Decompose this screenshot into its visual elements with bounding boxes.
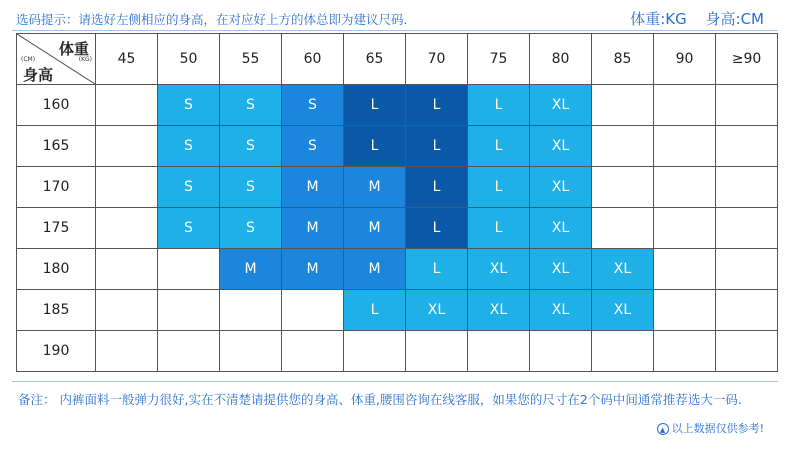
size-cell	[716, 249, 778, 290]
size-row	[17, 249, 778, 290]
size-row	[17, 126, 778, 167]
weight-header-cell: 55	[220, 34, 282, 85]
size-cell: XL	[530, 208, 592, 249]
size-cell	[96, 167, 158, 208]
size-cell	[716, 85, 778, 126]
size-cell: XL	[530, 290, 592, 331]
weight-header-cell: 80	[530, 34, 592, 85]
size-row	[17, 208, 778, 249]
size-row	[17, 331, 778, 372]
size-cell: M	[282, 167, 344, 208]
weight-header-cell: 85	[592, 34, 654, 85]
size-chart-table	[16, 33, 778, 372]
height-cell: 190	[17, 331, 96, 372]
size-cell	[344, 331, 406, 372]
size-cell: L	[406, 249, 468, 290]
size-cell	[592, 208, 654, 249]
size-cell: XL	[468, 290, 530, 331]
size-cell: L	[406, 85, 468, 126]
size-hint-text: 选码提示：请选好左侧相应的身高，在对应好上方的体总即为建议尺码.	[16, 12, 408, 27]
size-cell: M	[344, 208, 406, 249]
size-cell: XL	[406, 290, 468, 331]
size-cell	[654, 331, 716, 372]
weight-header-cell: ≥90	[716, 34, 778, 85]
unit-legend	[616, 8, 764, 29]
footer-divider	[12, 381, 778, 382]
size-cell	[654, 208, 716, 249]
size-cell	[654, 85, 716, 126]
size-cell: M	[344, 167, 406, 208]
footer-note: 备注： 内裤面料一般弹力很好,实在不清楚请提供您的身高、体重,腰围咨询在线客服，如果您的尺寸在2个码中间通常推荐选大一码.	[18, 392, 742, 407]
size-cell	[158, 249, 220, 290]
size-cell	[468, 331, 530, 372]
size-cell	[158, 290, 220, 331]
size-cell	[716, 290, 778, 331]
size-cell: XL	[592, 249, 654, 290]
size-cell: L	[468, 85, 530, 126]
size-cell	[592, 331, 654, 372]
size-cell	[716, 331, 778, 372]
size-cell: M	[282, 208, 344, 249]
size-cell: XL	[592, 290, 654, 331]
size-cell: L	[406, 126, 468, 167]
height-cell: 160	[17, 85, 96, 126]
size-cell: S	[282, 85, 344, 126]
size-cell: L	[344, 126, 406, 167]
size-cell: S	[158, 85, 220, 126]
size-cell: XL	[530, 167, 592, 208]
corner-weight-label: 体重	[58, 40, 89, 58]
size-cell	[96, 126, 158, 167]
size-cell: L	[344, 85, 406, 126]
size-cell	[654, 126, 716, 167]
height-unit-label: 身高:CM	[705, 10, 764, 28]
weight-header-cell: 65	[344, 34, 406, 85]
size-cell: S	[220, 208, 282, 249]
size-cell: S	[158, 208, 220, 249]
corner-height-label: 身高	[23, 66, 54, 84]
size-cell: M	[282, 249, 344, 290]
size-cell	[220, 331, 282, 372]
size-cell: S	[220, 85, 282, 126]
height-cell: 180	[17, 249, 96, 290]
size-cell: S	[158, 167, 220, 208]
size-cell	[96, 85, 158, 126]
size-row	[17, 167, 778, 208]
up-arrow-circle-icon: ▲	[657, 423, 669, 435]
size-cell	[96, 208, 158, 249]
corner-kg-label: (KG)	[78, 56, 92, 63]
size-cell	[654, 167, 716, 208]
size-cell	[530, 331, 592, 372]
size-cell	[282, 290, 344, 331]
size-cell	[282, 331, 344, 372]
size-cell: L	[468, 167, 530, 208]
size-cell: S	[158, 126, 220, 167]
size-cell: XL	[530, 126, 592, 167]
size-cell	[716, 208, 778, 249]
weight-header-cell: 75	[468, 34, 530, 85]
size-cell	[716, 167, 778, 208]
size-cell: XL	[530, 249, 592, 290]
corner-cell	[17, 34, 96, 85]
size-cell: S	[220, 126, 282, 167]
size-cell: M	[344, 249, 406, 290]
size-cell	[654, 249, 716, 290]
size-cell	[592, 85, 654, 126]
size-cell: L	[468, 126, 530, 167]
size-cell: S	[220, 167, 282, 208]
weight-header-cell: 50	[158, 34, 220, 85]
weight-header-cell: 45	[96, 34, 158, 85]
size-cell	[716, 126, 778, 167]
reference-note	[657, 420, 764, 436]
size-cell: L	[406, 208, 468, 249]
height-cell: 165	[17, 126, 96, 167]
height-cell: 175	[17, 208, 96, 249]
corner-cm-label: (CM)	[21, 56, 36, 63]
weight-header-row	[17, 34, 778, 85]
size-cell	[406, 331, 468, 372]
size-cell: XL	[530, 85, 592, 126]
height-cell: 185	[17, 290, 96, 331]
size-cell: XL	[468, 249, 530, 290]
weight-header-cell: 70	[406, 34, 468, 85]
size-cell	[96, 331, 158, 372]
size-cell	[654, 290, 716, 331]
size-cell	[220, 290, 282, 331]
size-cell: M	[220, 249, 282, 290]
reference-text: 以上数据仅供参考!	[671, 422, 764, 435]
size-cell	[592, 126, 654, 167]
size-cell: L	[344, 290, 406, 331]
header-divider	[12, 30, 778, 31]
size-cell: S	[282, 126, 344, 167]
size-row	[17, 85, 778, 126]
header-bar	[0, 0, 790, 34]
size-cell	[96, 290, 158, 331]
size-row	[17, 290, 778, 331]
size-cell: L	[406, 167, 468, 208]
weight-header-cell: 60	[282, 34, 344, 85]
size-cell	[96, 249, 158, 290]
size-cell	[158, 331, 220, 372]
weight-unit-label: 体重:KG	[630, 10, 687, 28]
size-cell	[592, 167, 654, 208]
height-cell: 170	[17, 167, 96, 208]
weight-header-cell: 90	[654, 34, 716, 85]
size-cell: L	[468, 208, 530, 249]
